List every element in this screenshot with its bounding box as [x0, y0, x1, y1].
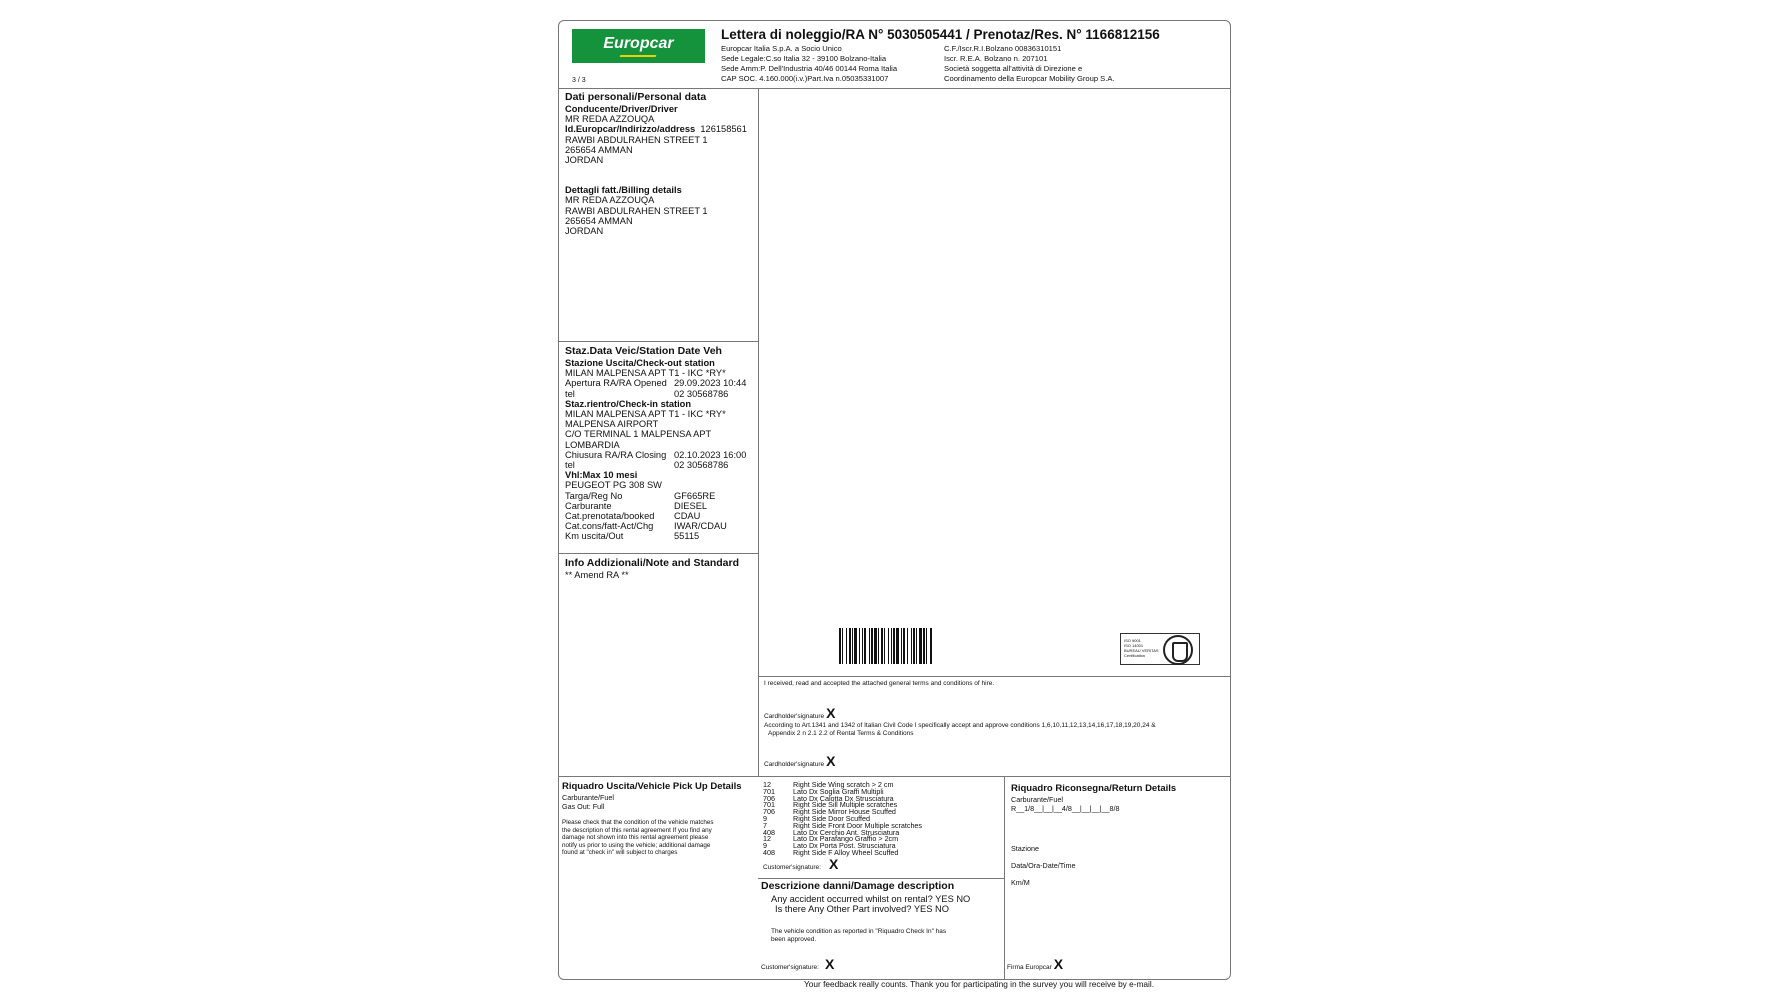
customer-signature-label: Customer'signature: X	[763, 856, 839, 872]
customer-signature-field[interactable]: X	[824, 956, 835, 972]
left-column-divider	[758, 88, 759, 776]
personal-data-section: Dati personali/Personal data Conducente/Driver/Driver MR REDA AZZOUQA Id.Europcar/Indirizzo/address 126158561 RAWBI ABDULRAHEN STREET 1 265654 AMMAN JORDAN Dettagli fatt./Billing details MR REDA AZZOUQA RAWBI ABDULRAHEN STREET 1 265654 AMMAN JORDAN	[565, 91, 747, 237]
return-divider	[1004, 776, 1005, 979]
document-title: Lettera di noleggio/RA N° 5030505441 / Prenotaz/Res. N° 1166812156	[721, 27, 1160, 42]
company-info-left: Europcar Italia S.p.A. a Socio Unico Sede Legale:C.so Italia 32 - 39100 Bolzano-Italia Sede Amm:P. Dell'Industria 40/46 00144 Roma Italia CAP SOC. 4.160.000(i.v.)Part.Iva n.05035331007	[721, 44, 898, 83]
list-item: 701 Lato Dx Soglia Graffi Multipli	[763, 786, 884, 796]
damage-list	[763, 782, 922, 857]
company-info-right: C.F./Iscr.R.I.Bolzano 00836310151 Iscr. R.E.A. Bolzano n. 207101 Società soggetta all'attività di Direzione e Coordinamento della Europcar Mobility Group S.A.	[944, 44, 1115, 83]
customer-signature-field[interactable]: X	[828, 856, 839, 872]
terms-section: I received, read and accepted the attached general terms and conditions of hire. Cardholder'signature X According to Art.1341 and 1342 of Italian Civil Code I specifically accept and approve conditions 1,6,10,11,12,13,14,16,17,18,19,20,24 & Appendix 2 n 2.1 2.2 of Rental Terms & Conditions Cardholder'signature X	[764, 680, 1156, 769]
damage-description-section: Descrizione danni/Damage description Any accident occurred whilst on rental? YES NO Is there Any Other Part involved? YES NO The vehicle condition as reported in "Riquadro Check In" has been approved.	[761, 880, 971, 943]
rental-agreement-document	[558, 20, 1231, 980]
list-item: 9 Lato Dx Porta Post. Strusciatura	[763, 841, 896, 851]
footer-note: Your feedback really counts. Thank you for participating in the survey you will receive by e-mail.	[804, 979, 1155, 989]
europcar-logo: Europcar	[572, 29, 705, 63]
list-item: 408 Lato Dx Cerchio Ant. Strusciatura	[763, 827, 900, 837]
bureau-veritas-seal-icon	[1163, 635, 1193, 665]
signature-divider	[758, 676, 1230, 677]
europcar-signature-field[interactable]: X	[1053, 956, 1064, 972]
cardholder-signature-field[interactable]: X	[826, 704, 836, 721]
list-item: 12 Right Side Wing scratch > 2 cm	[763, 780, 894, 789]
barcode-image	[839, 628, 967, 664]
certification-logo: ISO 9001 ISO 14001 BUREAU VERITAS Certification	[1120, 633, 1200, 665]
pickup-section: Riquadro Uscita/Vehicle Pick Up Details Carburante/Fuel Gas Out: Full Please check that the condition of the vehicle matches the description of this rental agreement If you find any damage not shown into this rental agreement please notify us prior to using the vehicle; additional damage found at "check in" will subject to charges	[562, 781, 742, 856]
bottom-divider	[559, 776, 1230, 777]
header-divider	[559, 88, 1230, 89]
cardholder-signature-field[interactable]: X	[826, 753, 836, 769]
page-number: 3 / 3	[572, 77, 586, 84]
damage-divider	[758, 878, 1004, 879]
list-item: 9 Right Side Door Scuffed	[763, 813, 870, 823]
return-section: Riquadro Riconsegna/Return Details Carburante/Fuel R__1/8__|__|__4/8__|__|__|__8/8 Stazione Data/Ora-Date/Time Km/M	[1011, 783, 1177, 887]
list-item: 701 Right Side Sill Multiple scratches	[763, 800, 898, 810]
station-vehicle-section: Staz.Data Veic/Station Date Veh Stazione Uscita/Check-out station MILAN MALPENSA APT T1 - IKC *RY* Apertura RA/RA Opened 29.09.2023 10:44 tel 02 30568786 Staz.rientro/Check-in station MILAN MALPENSA APT T1 - IKC *RY* MALPENSA AIRPORT C/O TERMINAL 1 MALPENSA APT LOMBARDIA Chiusura RA/RA Closing 02.10.2023 16:00 tel 02 30568786 Vhl:Max 10 mesi PEUGEOT PG 308 SW Targa/Reg No GF665RE Carburante DIESEL Cat.prenotata/booked CDAU Cat.cons/fatt-Act/Chg IWAR/CDAU Km uscita/Out 55115	[565, 345, 747, 542]
customer-signature-label: Customer'signature: X	[761, 956, 835, 972]
list-item: 706 Right Side Mirror House Scuffed	[763, 807, 896, 817]
list-item: 12 Lato Dx Parafango Graffio > 2cm	[763, 834, 899, 844]
section-divider	[559, 341, 758, 342]
europcar-signature-label: Firma Europcar X	[1007, 956, 1064, 972]
section-divider	[559, 553, 758, 554]
list-item: 706 Lato Dx Calotta Dx Strusciatura	[763, 793, 894, 803]
list-item: 7 Right Side Front Door Multiple scratches	[763, 820, 923, 830]
info-section: Info Addizionali/Note and Standard ** Amend RA **	[565, 557, 740, 580]
list-item: 408 Right Side F Alloy Wheel Scuffed	[763, 847, 899, 857]
